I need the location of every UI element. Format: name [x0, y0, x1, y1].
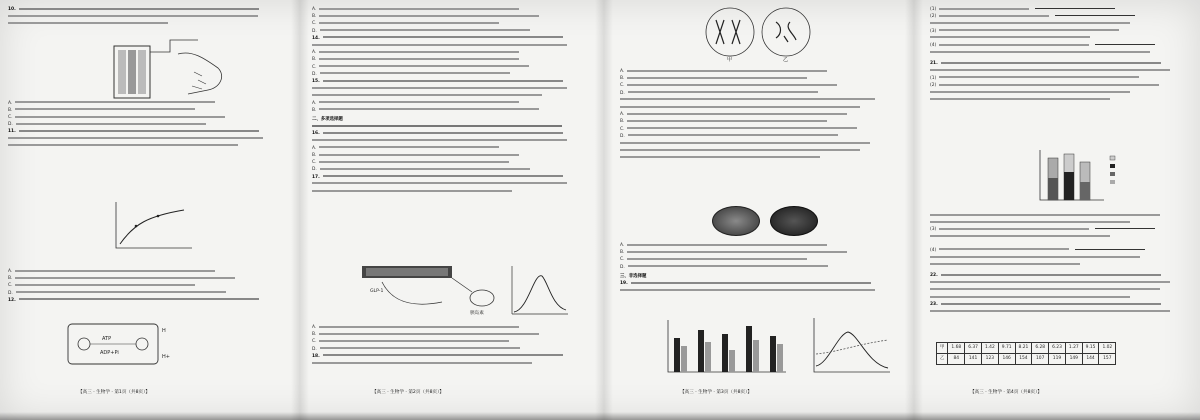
option-label: A. [8, 100, 13, 106]
option-label: D. [312, 167, 317, 173]
question-number: 11. [8, 129, 16, 135]
option-label: C. [312, 64, 317, 70]
table-cell: 1.68 [948, 343, 965, 354]
paper-edge-shadow [0, 412, 1200, 420]
option-label: (2) [930, 14, 937, 20]
option-label: D. [312, 346, 317, 352]
option-label: B. [312, 14, 317, 20]
table-cell: 1.42 [981, 343, 998, 354]
option-label: D. [8, 290, 13, 296]
petri-dish [770, 206, 818, 236]
question-number: 17. [312, 174, 320, 180]
table-cell: 9.71 [998, 343, 1015, 354]
option-label: D. [620, 133, 625, 139]
table-cell: 84 [948, 354, 965, 365]
option-label: A. [312, 50, 317, 56]
table-cell: 119 [1049, 354, 1066, 365]
option-label: B. [620, 76, 625, 82]
option-label: C. [620, 83, 625, 89]
question-number: 19. [620, 281, 628, 287]
option-label: A. [312, 100, 317, 106]
membrane-diagram [38, 316, 188, 372]
option-label: A. [312, 145, 317, 151]
option-label: (3) [930, 227, 937, 233]
table-cell: 154 [1015, 354, 1032, 365]
option-label: (3) [930, 28, 937, 34]
page-footer: 【高三 · 生物学 · 第4页（共8页）】 [970, 389, 1043, 395]
petri-dishes [712, 206, 818, 236]
apparatus-figure [108, 32, 238, 104]
option-label: B. [312, 57, 317, 63]
table-cell: 8.21 [1015, 343, 1032, 354]
figure-label: ADP+Pi [100, 350, 119, 356]
question-number: 16. [312, 131, 320, 137]
option-label: A. [312, 7, 317, 12]
option-label: A. [312, 325, 317, 330]
question-number: 21. [930, 61, 938, 67]
glp1-figure [342, 262, 572, 322]
option-label: B. [312, 153, 317, 159]
table-cell: 9.15 [1082, 343, 1099, 354]
option-label: C. [620, 257, 625, 263]
table-cell: 157 [1099, 354, 1116, 365]
petri-dish [712, 206, 760, 236]
table-cell: 107 [1032, 354, 1049, 365]
page-footer: 【高三 · 生物学 · 第3页（共8页）】 [680, 389, 753, 395]
chromosome-figure [700, 6, 820, 62]
option-label: A. [620, 69, 625, 74]
question-number: 12. [8, 297, 16, 303]
option-label: D. [620, 90, 625, 96]
question-number: 10. [8, 7, 16, 12]
figure-label: H [162, 328, 166, 334]
option-label: C. [620, 126, 625, 132]
section-title: 三、非选择题 [620, 273, 647, 279]
page-1 [8, 6, 286, 406]
option-label: D. [620, 264, 625, 270]
option-label: B. [620, 250, 625, 256]
figure-label: H+ [162, 354, 170, 360]
option-label: A. [8, 269, 13, 274]
table-cell: 149 [1065, 354, 1082, 365]
table-row [937, 354, 1116, 365]
option-label: C. [8, 283, 13, 289]
page-3 [620, 6, 900, 406]
option-label: C. [312, 339, 317, 345]
table-cell: 144 [1082, 354, 1099, 365]
option-label: B. [8, 276, 13, 282]
option-label: B. [620, 119, 625, 125]
figure-label: ATP [102, 336, 112, 342]
option-label: A. [620, 112, 625, 118]
curve-chart-figure [808, 314, 894, 378]
option-label: C. [8, 115, 13, 121]
option-label: C. [312, 21, 317, 27]
question-number: 23. [930, 302, 938, 308]
stacked-bar-figure [1034, 148, 1144, 206]
table-cell: 146 [998, 354, 1015, 365]
option-label: (1) [930, 7, 937, 12]
figure-label: 乙 [783, 57, 789, 62]
option-label: B. [8, 107, 13, 113]
question-number: 15. [312, 79, 320, 85]
option-label: A. [620, 243, 625, 248]
question-number: 14. [312, 35, 320, 41]
page-2 [312, 6, 590, 406]
option-label: D. [312, 71, 317, 77]
table-cell: 6.37 [965, 343, 982, 354]
bar-chart-figure [660, 316, 790, 380]
option-label: (2) [930, 83, 937, 89]
question-number: 18. [312, 353, 320, 359]
option-label: D. [8, 122, 13, 128]
table-row-label: 甲 [937, 343, 948, 354]
page-4 [930, 6, 1192, 406]
page-footer: 【高三 · 生物学 · 第2页（共8页）】 [372, 389, 445, 395]
option-label: B. [312, 107, 317, 113]
table-cell: 6.23 [1049, 343, 1066, 354]
table-cell: 123 [981, 354, 998, 365]
table-cell: 6.28 [1032, 343, 1049, 354]
figure-label: 甲 [727, 57, 733, 62]
option-label: C. [312, 160, 317, 166]
table-row [937, 343, 1116, 354]
table-row-label: 乙 [937, 354, 948, 365]
question-number: 22. [930, 273, 938, 279]
table-cell: 141 [965, 354, 982, 365]
data-table [936, 342, 1116, 365]
figure-label: 胰岛素 [470, 311, 484, 316]
table-cell: 1.27 [1065, 343, 1082, 354]
table-cell: 1.02 [1099, 343, 1116, 354]
curve-figure [108, 196, 198, 256]
section-title: 二、多项选择题 [312, 117, 343, 123]
option-label: D. [312, 28, 317, 34]
option-label: (4) [930, 247, 937, 253]
page-footer: 【高三 · 生物学 · 第1页（共8页）】 [78, 389, 151, 395]
figure-label: GLP-1 [370, 289, 384, 294]
option-label: B. [312, 332, 317, 338]
option-label: (1) [930, 75, 937, 81]
page-gutter [595, 0, 613, 420]
option-label: (4) [930, 43, 937, 49]
page-gutter [905, 0, 923, 420]
page-gutter [291, 0, 309, 420]
